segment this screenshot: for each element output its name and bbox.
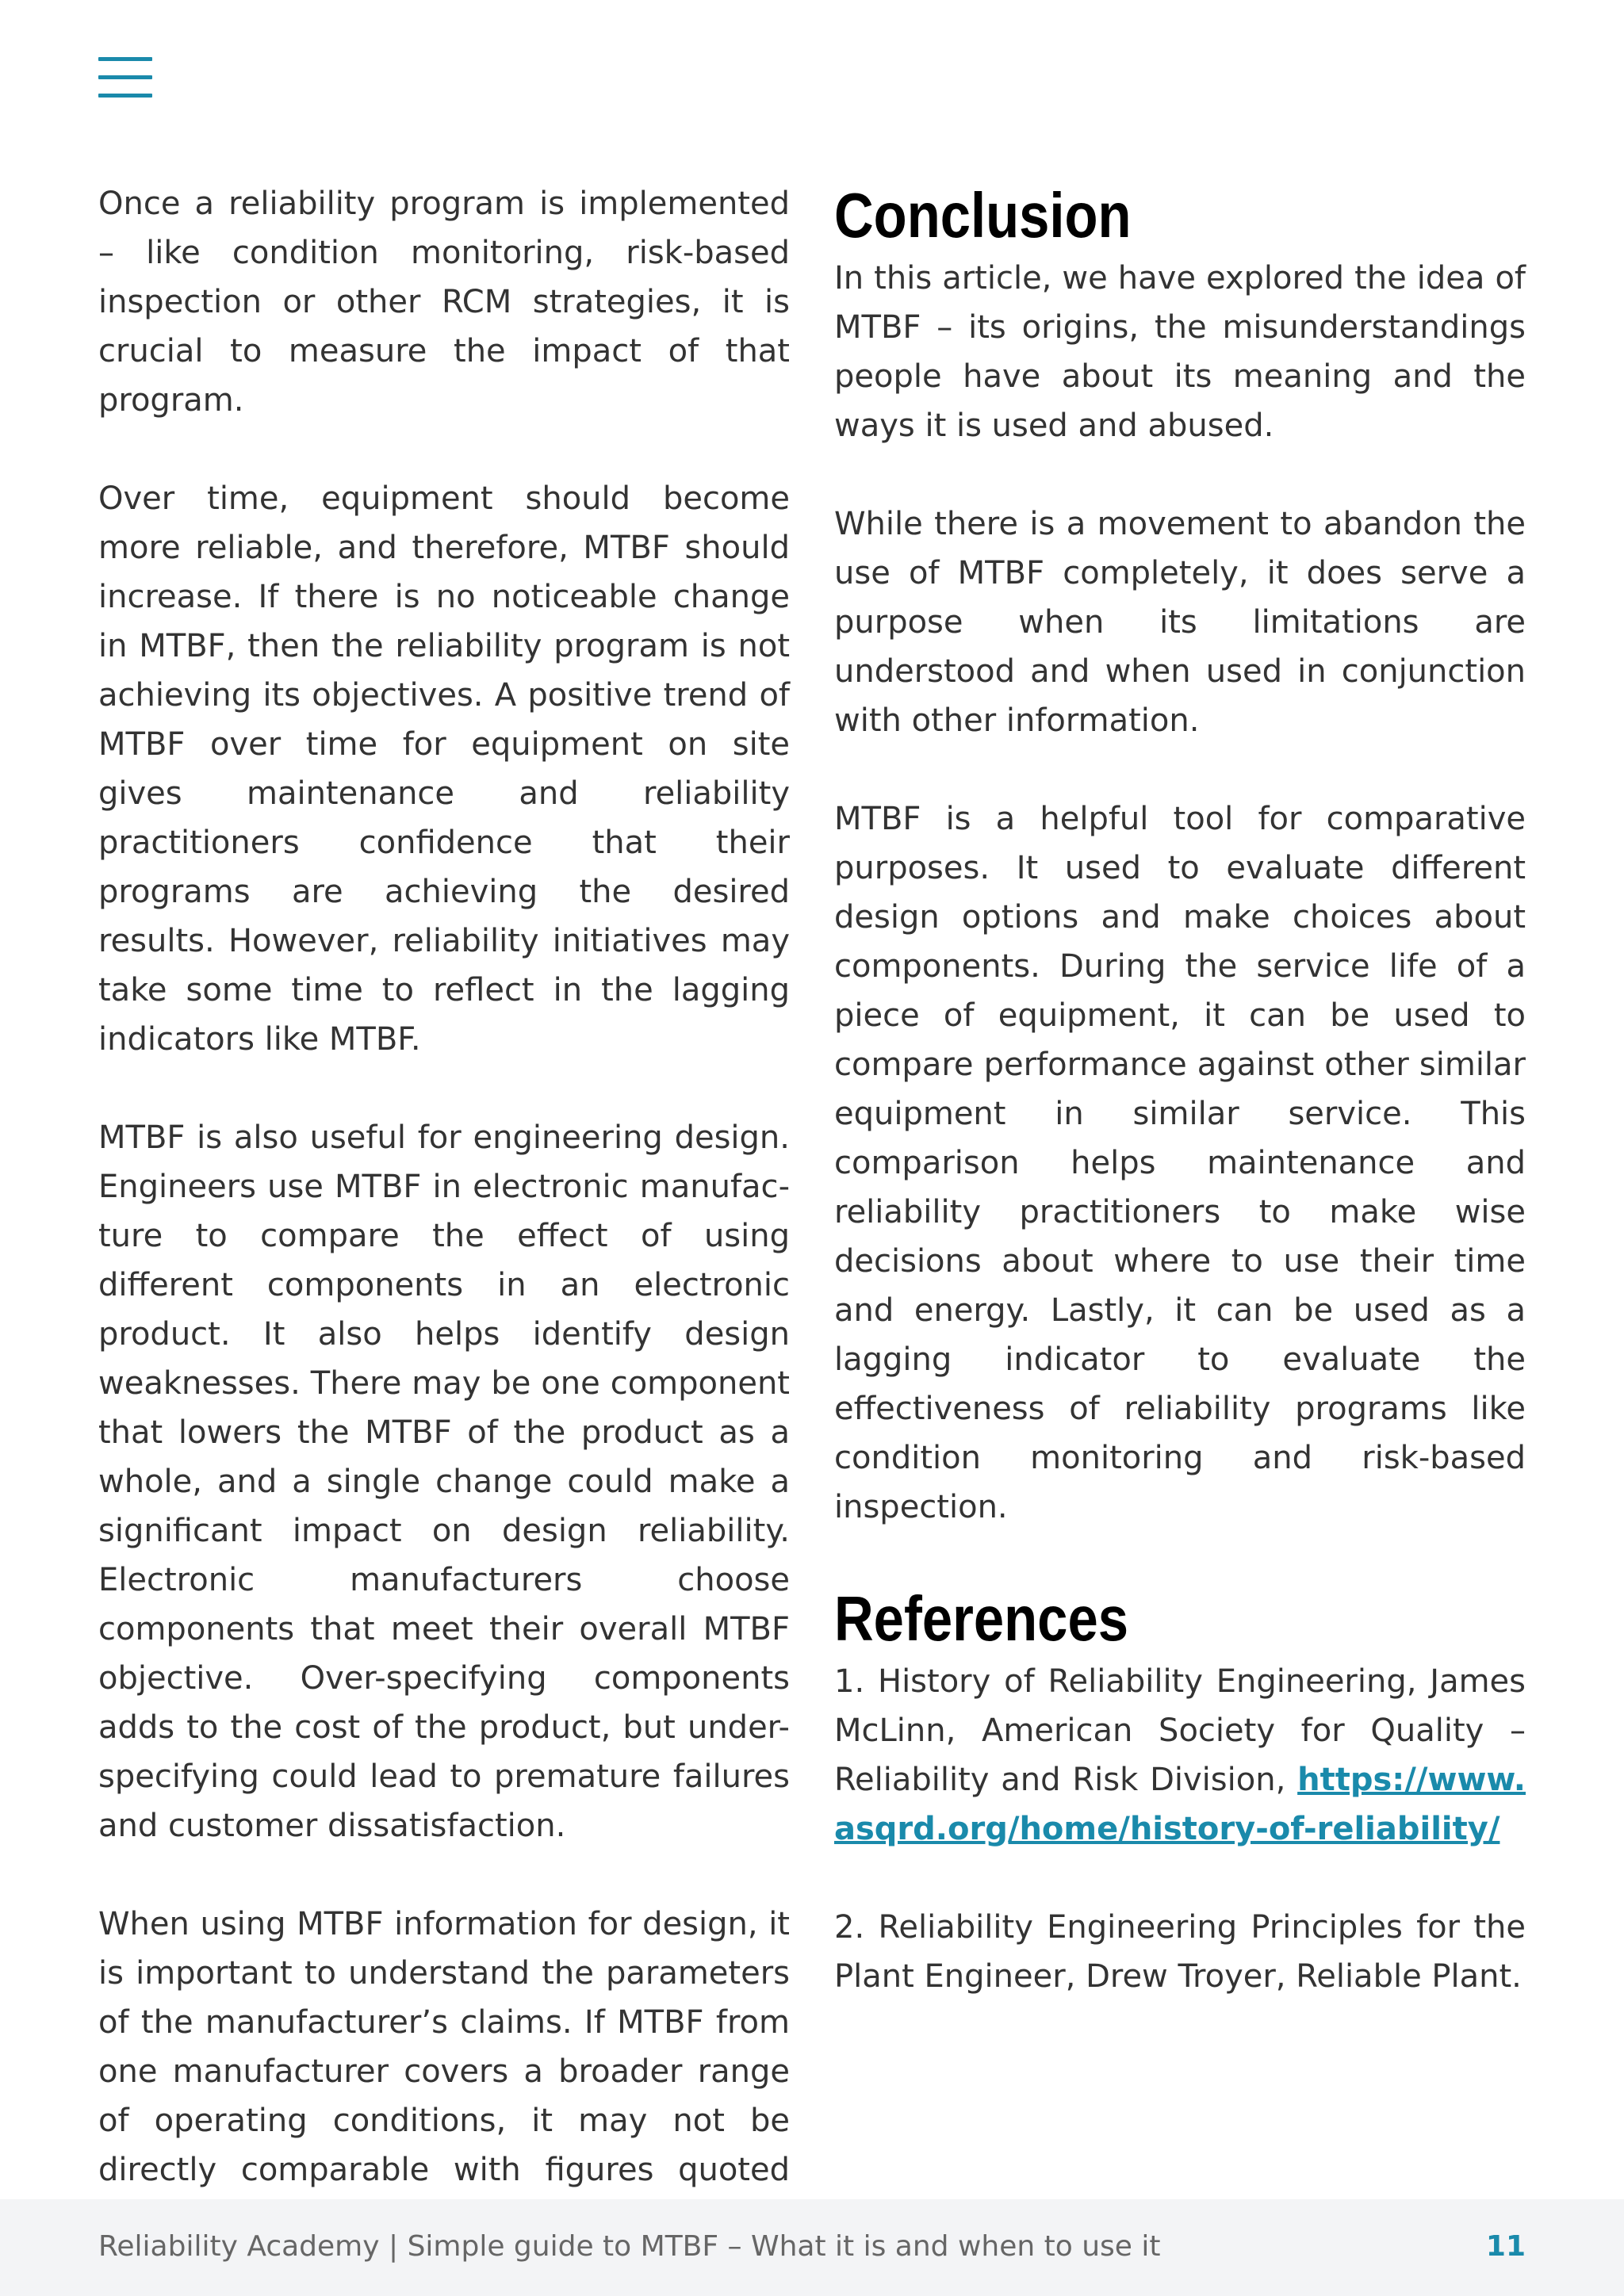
page-footer	[0, 2199, 1624, 2296]
references-heading: References	[834, 1583, 1128, 1654]
body-paragraph: When using MTBF information for design, it is important to understand the parameters of the manufacturer’s claims. If MTBF from one manufacturer covers a broader range of operating conditions, it may not be directly comparable with figures quoted	[98, 1906, 790, 2188]
body-paragraph: MTBF is also useful for engineering design. Engineers use MTBF in electronic manufacture to compare the effect of using different components in an electronic product. It also helps identify design weaknesses. There may be one component that lowers the MTBF of the product as a whole, and a single change could make a significant impact on design reliability. Electronic manufacturers choose components that meet their overall MTBF objective. Over-specifying components adds to the cost of the product, but under-specifying could lead to premature failures and customer dissatisfaction.	[98, 1119, 790, 1844]
reference-text: 2. Reliability Engineering Principles for the Plant Engineer, Drew Troyer, Reliable Plant.	[834, 1909, 1526, 1995]
menu-icon-bar	[98, 75, 152, 79]
conclusion-paragraph: In this article, we have explored the idea of MTBF – its origins, the misunderstandings people have about its meaning and the ways it is used and abused.	[834, 260, 1526, 444]
reference-item	[834, 1903, 1526, 2001]
reference-text: 1. History of Reliability Engineering, James McLinn, American Society for Quality – Reliability and Risk Division,	[834, 1663, 1526, 1798]
reference-link[interactable]: https://www.asqrd.org/home/history-of-reliability/	[834, 1762, 1526, 1847]
conclusion-heading: Conclusion	[834, 180, 1132, 251]
page-number: 11	[1485, 2230, 1526, 2263]
right-column	[834, 178, 1526, 2001]
menu-icon-bar	[98, 57, 152, 61]
menu-icon-bar	[98, 94, 152, 98]
hamburger-menu-icon[interactable]	[98, 57, 152, 98]
conclusion-paragraph: MTBF is a helpful tool for comparative purposes. It used to evaluate different design options and make choices about components. During the service life of a piece of equipment, it can be used to compare performance against other similar equipment in similar service. This comparison helps maintenance and reliability practitioners to make wise decisions about where to use their time and energy. Lastly, it can be used as a lagging indicator to evaluate the effectiveness of reliability programs like condition monitoring and risk-based inspection.	[834, 801, 1526, 1525]
body-paragraph: Once a reliability program is implemented – like condition monitoring, risk-based inspection or other RCM strategies, it is crucial to measure the impact of that program.	[98, 186, 790, 419]
reference-item	[834, 1657, 1526, 1854]
body-paragraph: Over time, equipment should become more reliable, and therefore, MTBF should increase. If there is no noticeable change in MTBF, then the reliability program is not achieving its objectives. A positive trend of MTBF over time for equipment on site gives maintenance and reliability practitioners confidence that their programs are achieving the desired results. However, reliability initiatives may take some time to reflect in the lagging indicators like MTBF.	[98, 480, 790, 1058]
footer-text: Reliability Academy | Simple guide to MTBF – What it is and when to use it	[98, 2230, 1161, 2263]
left-column	[98, 179, 790, 2244]
conclusion-paragraph: While there is a movement to abandon the use of MTBF completely, it does serve a purpose when its limitations are understood and when used in conjunction with other information.	[834, 506, 1526, 739]
